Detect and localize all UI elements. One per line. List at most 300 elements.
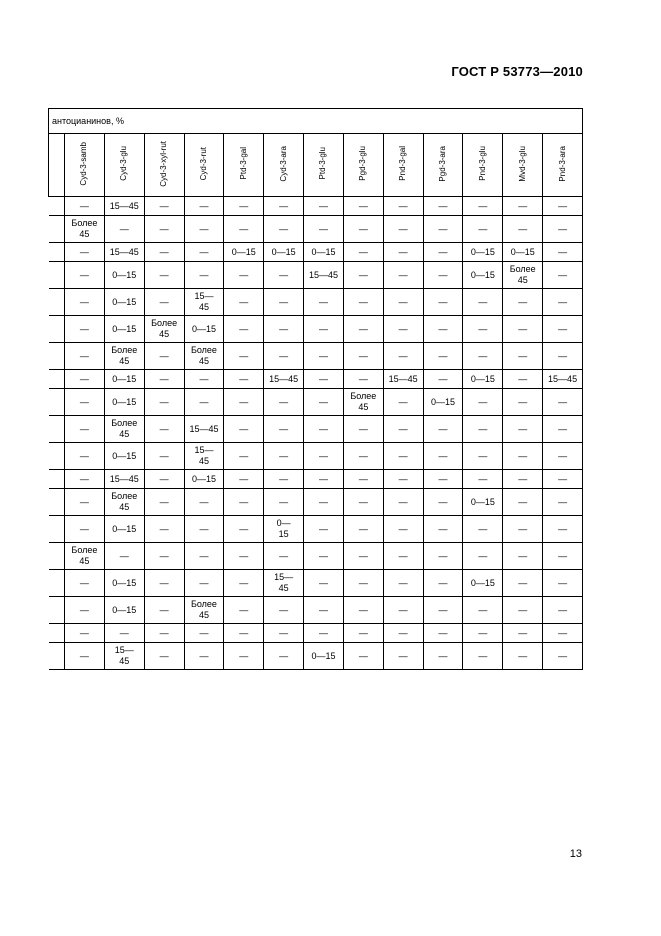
table-cell: — (423, 370, 463, 389)
table-cell: — (65, 389, 105, 416)
table-cell: — (423, 316, 463, 343)
table-body (49, 197, 583, 670)
table-row (49, 316, 583, 343)
column-header (65, 134, 105, 197)
table-cell: — (184, 516, 224, 543)
column-header (343, 134, 383, 197)
table-cell: — (343, 216, 383, 243)
table-cell: — (503, 197, 543, 216)
table-cell: — (264, 343, 304, 370)
table-cell: — (343, 516, 383, 543)
table-cell: 0—15 (104, 262, 144, 289)
table-cell: — (65, 624, 105, 643)
column-header (304, 134, 344, 197)
table-cell: — (304, 624, 344, 643)
table-cell: 0—15 (224, 243, 264, 262)
table-cell: — (543, 197, 583, 216)
table-cell: — (144, 243, 184, 262)
column-header-label: Mvd-3-glu (517, 145, 527, 182)
column-header (423, 134, 463, 197)
table-cell: 0—15 (184, 316, 224, 343)
table-row (49, 443, 583, 470)
table-cell: — (304, 443, 344, 470)
column-header (383, 134, 423, 197)
table-cell: — (503, 543, 543, 570)
table-cell: — (184, 216, 224, 243)
table-cell: — (184, 624, 224, 643)
table-cell: — (264, 489, 304, 516)
table-cell: — (343, 570, 383, 597)
table-cell: — (264, 216, 304, 243)
table-cell: — (503, 370, 543, 389)
table-cell: 0—15 (463, 370, 503, 389)
table-cell: — (264, 443, 304, 470)
row-spacer-cell (49, 643, 65, 670)
table-cell: — (503, 216, 543, 243)
row-spacer-cell (49, 216, 65, 243)
table-cell: — (144, 470, 184, 489)
table-cell: — (343, 243, 383, 262)
row-spacer-cell (49, 597, 65, 624)
table-cell: — (65, 262, 105, 289)
table-cell: — (543, 316, 583, 343)
table-cell: — (264, 416, 304, 443)
column-header-label: Pnd-3-gal (398, 146, 408, 181)
table-cell: — (144, 443, 184, 470)
column-header-label: Pnd-3-ara (557, 145, 567, 182)
table-cell: 0—15 (503, 243, 543, 262)
table-cell: — (423, 289, 463, 316)
table-cell: — (343, 343, 383, 370)
table-cell: — (264, 624, 304, 643)
table-cell: 15—45 (304, 262, 344, 289)
table-cell: — (343, 262, 383, 289)
table-cell: — (503, 570, 543, 597)
table-cell: — (383, 543, 423, 570)
table-cell: 0—15 (104, 443, 144, 470)
table-cell: — (463, 643, 503, 670)
row-spacer-cell (49, 197, 65, 216)
table-cell: — (184, 543, 224, 570)
table-cell: — (543, 624, 583, 643)
table-cell: — (503, 343, 543, 370)
table-row (49, 370, 583, 389)
table-cell: — (144, 489, 184, 516)
table-cell: — (543, 516, 583, 543)
table-cell: — (304, 197, 344, 216)
table-cell: — (264, 643, 304, 670)
table-cell: — (224, 216, 264, 243)
table-cell: Более 45 (184, 597, 224, 624)
table-row (49, 624, 583, 643)
table-cell: 15—45 (383, 370, 423, 389)
table-cell: — (343, 370, 383, 389)
column-header-label: Pgd-3-glu (358, 146, 368, 181)
table-cell: — (224, 489, 264, 516)
table-cell: — (264, 289, 304, 316)
table-cell: — (65, 643, 105, 670)
table-cell: Более 45 (144, 316, 184, 343)
table-cell: — (543, 543, 583, 570)
table-row (49, 570, 583, 597)
table-cell: 0—15 (104, 316, 144, 343)
table-cell: — (65, 197, 105, 216)
table-cell: — (224, 389, 264, 416)
table-cell: — (65, 370, 105, 389)
table-cell: — (463, 389, 503, 416)
table-cell: — (463, 470, 503, 489)
table-cell: — (304, 316, 344, 343)
table-cell: — (543, 597, 583, 624)
table-cell: — (65, 243, 105, 262)
table-cell: — (543, 470, 583, 489)
table-cell: 0—15 (104, 370, 144, 389)
table-row (49, 216, 583, 243)
table-cell: — (463, 416, 503, 443)
row-spacer-cell (49, 243, 65, 262)
table-cell: — (343, 489, 383, 516)
table-cell: — (423, 262, 463, 289)
table-cell: — (423, 489, 463, 516)
table-cell: — (184, 489, 224, 516)
table-cell: 15— 45 (184, 289, 224, 316)
table-cell: — (543, 443, 583, 470)
column-header (543, 134, 583, 197)
column-header-label: Ptd-3-glu (318, 147, 328, 180)
table-cell: — (144, 262, 184, 289)
table-cell: — (383, 416, 423, 443)
table-cell: — (383, 197, 423, 216)
table-cell: — (423, 470, 463, 489)
table-cell: 15—45 (104, 470, 144, 489)
table-row (49, 643, 583, 670)
table-cell: — (65, 289, 105, 316)
row-spacer-cell (49, 443, 65, 470)
table-cell: — (264, 470, 304, 489)
table-cell: — (383, 443, 423, 470)
table-cell: — (144, 416, 184, 443)
column-header-row (49, 134, 583, 197)
table-cell: — (423, 216, 463, 243)
anthocyanin-table-container (48, 108, 583, 670)
table-row (49, 389, 583, 416)
table-cell: 0—15 (463, 570, 503, 597)
row-spacer-cell (49, 543, 65, 570)
table-cell: — (264, 262, 304, 289)
table-cell: — (423, 597, 463, 624)
column-header (184, 134, 224, 197)
table-cell: — (304, 216, 344, 243)
table-cell: — (184, 570, 224, 597)
row-spacer-cell (49, 516, 65, 543)
table-cell: — (224, 516, 264, 543)
table-cell: — (423, 197, 463, 216)
table-cell: — (184, 370, 224, 389)
table-cell: — (423, 443, 463, 470)
table-cell: — (343, 597, 383, 624)
table-row (49, 343, 583, 370)
table-cell: 0—15 (463, 262, 503, 289)
table-cell: — (343, 316, 383, 343)
table-cell: — (503, 643, 543, 670)
table-cell: — (503, 470, 543, 489)
row-spacer-cell (49, 470, 65, 489)
table-cell: — (104, 543, 144, 570)
table-cell: — (463, 443, 503, 470)
table-cell: — (224, 570, 264, 597)
column-header (264, 134, 304, 197)
table-cell: — (423, 543, 463, 570)
column-header-label: Cyd-3-samb (79, 141, 89, 186)
table-cell: 15—45 (543, 370, 583, 389)
table-cell: — (224, 197, 264, 216)
table-row (49, 243, 583, 262)
table-cell: — (184, 243, 224, 262)
table-cell: — (65, 516, 105, 543)
table-cell: — (224, 443, 264, 470)
column-header-label: Cyd-3-glu (119, 146, 129, 181)
table-row (49, 470, 583, 489)
table-cell: — (463, 516, 503, 543)
table-cell: Более 45 (184, 343, 224, 370)
table-cell: — (144, 543, 184, 570)
table-cell: — (224, 543, 264, 570)
table-cell: — (224, 370, 264, 389)
table-cell: — (543, 343, 583, 370)
table-cell: — (264, 597, 304, 624)
table-cell: — (144, 289, 184, 316)
table-cell: — (503, 624, 543, 643)
table-cell: — (144, 370, 184, 389)
row-spacer-cell (49, 343, 65, 370)
table-cell: — (423, 343, 463, 370)
table-cell: — (543, 243, 583, 262)
table-cell: — (383, 216, 423, 243)
table-cell: 15— 45 (184, 443, 224, 470)
table-cell: — (463, 624, 503, 643)
table-cell: — (383, 262, 423, 289)
table-cell: — (144, 343, 184, 370)
table-cell: — (343, 643, 383, 670)
table-cell: — (65, 343, 105, 370)
table-cell: — (65, 416, 105, 443)
table-cell: — (104, 624, 144, 643)
table-cell: — (224, 262, 264, 289)
table-cell: — (144, 197, 184, 216)
table-cell: — (144, 216, 184, 243)
table-cell: 0—15 (463, 489, 503, 516)
column-header-label: Pgd-3-ara (438, 145, 448, 182)
table-cell: — (503, 389, 543, 416)
table-cell: — (383, 597, 423, 624)
table-cell: — (264, 543, 304, 570)
table-cell: — (463, 543, 503, 570)
row-spacer-cell (49, 489, 65, 516)
table-cell: — (383, 516, 423, 543)
table-cell: — (343, 443, 383, 470)
table-cell: — (224, 624, 264, 643)
table-cell: — (423, 624, 463, 643)
table-cell: — (65, 316, 105, 343)
table-cell: — (343, 289, 383, 316)
table-cell: — (65, 470, 105, 489)
table-cell: — (383, 570, 423, 597)
table-cell: — (463, 343, 503, 370)
blank-header-cell (49, 134, 65, 197)
column-header (104, 134, 144, 197)
table-cell: 15—45 (104, 243, 144, 262)
table-cell: 15— 45 (104, 643, 144, 670)
table-cell: — (264, 197, 304, 216)
table-cell: Более 45 (65, 543, 105, 570)
column-header-label: Cyd-3-ara (278, 145, 288, 182)
table-cell: — (65, 570, 105, 597)
table-cell: 0—15 (104, 389, 144, 416)
table-cell: — (343, 624, 383, 643)
table-cell: — (304, 543, 344, 570)
table-cell: — (65, 443, 105, 470)
table-cell: — (304, 470, 344, 489)
table-row (49, 289, 583, 316)
column-header (503, 134, 543, 197)
table-cell: — (144, 570, 184, 597)
table-cell: — (543, 416, 583, 443)
table-cell: — (144, 516, 184, 543)
table-cell: — (383, 316, 423, 343)
table-cell: — (304, 289, 344, 316)
table-cell: — (423, 570, 463, 597)
table-cell: — (543, 570, 583, 597)
table-cell: — (503, 516, 543, 543)
table-cell: — (423, 516, 463, 543)
table-cell: 0—15 (104, 597, 144, 624)
column-header-label: Ptd-3-gal (238, 147, 248, 180)
row-spacer-cell (49, 316, 65, 343)
table-cell: — (224, 343, 264, 370)
table-cell: — (304, 570, 344, 597)
table-cell: — (423, 643, 463, 670)
table-cell: — (104, 216, 144, 243)
table-cell: — (304, 597, 344, 624)
table-cell: — (304, 516, 344, 543)
table-cell: — (343, 197, 383, 216)
table-cell: — (144, 643, 184, 670)
table-cell: 0—15 (104, 516, 144, 543)
table-cell: — (184, 643, 224, 670)
column-header-label: Pnd-3-glu (477, 146, 487, 181)
table-cell: — (184, 262, 224, 289)
column-header (463, 134, 503, 197)
document-standard-header: ГОСТ Р 53773—2010 (451, 64, 583, 79)
table-cell: 0— 15 (264, 516, 304, 543)
column-header (144, 134, 184, 197)
table-cell: 0—15 (423, 389, 463, 416)
table-cell: — (543, 289, 583, 316)
table-cell: — (184, 197, 224, 216)
table-cell: 0—15 (184, 470, 224, 489)
table-cell: — (224, 470, 264, 489)
table-cell: — (304, 343, 344, 370)
table-cell: — (503, 289, 543, 316)
table-cell: — (383, 489, 423, 516)
table-cell: — (224, 316, 264, 343)
table-cell: — (463, 289, 503, 316)
row-spacer-cell (49, 289, 65, 316)
table-cell: — (65, 489, 105, 516)
table-cell: — (423, 416, 463, 443)
row-spacer-cell (49, 624, 65, 643)
row-spacer-cell (49, 262, 65, 289)
table-cell: 15—45 (184, 416, 224, 443)
table-cell: 0—15 (463, 243, 503, 262)
table-cell: 0—15 (304, 643, 344, 670)
table-cell: Более 45 (343, 389, 383, 416)
table-row (49, 197, 583, 216)
table-cell: 0—15 (304, 243, 344, 262)
table-cell: — (503, 316, 543, 343)
table-cell: Более 45 (104, 489, 144, 516)
table-cell: — (503, 443, 543, 470)
table-cell: 15—45 (104, 197, 144, 216)
table-row (49, 516, 583, 543)
table-cell: — (343, 543, 383, 570)
row-spacer-cell (49, 389, 65, 416)
table-cell: 0—15 (104, 570, 144, 597)
table-cell: — (144, 624, 184, 643)
table-cell: — (184, 389, 224, 416)
row-spacer-cell (49, 416, 65, 443)
table-cell: — (304, 389, 344, 416)
table-cell: — (463, 316, 503, 343)
table-row (49, 416, 583, 443)
table-cell: — (65, 597, 105, 624)
table-cell: — (343, 470, 383, 489)
table-cell: — (224, 289, 264, 316)
row-spacer-cell (49, 570, 65, 597)
table-cell: — (224, 416, 264, 443)
table-cell: Более 45 (104, 343, 144, 370)
table-cell: — (144, 389, 184, 416)
table-cell: 0—15 (104, 289, 144, 316)
table-cell: — (543, 216, 583, 243)
table-cell: — (463, 597, 503, 624)
table-cell: — (463, 197, 503, 216)
table-cell: — (264, 316, 304, 343)
anthocyanin-table (48, 108, 583, 670)
table-cell: 15— 45 (264, 570, 304, 597)
table-cell: Более 45 (65, 216, 105, 243)
table-cell: Более 45 (503, 262, 543, 289)
column-header (224, 134, 264, 197)
table-cell: — (383, 389, 423, 416)
table-row (49, 489, 583, 516)
table-cell: — (383, 470, 423, 489)
column-header-label: Cyd-3-rut (198, 146, 208, 181)
table-cell: — (383, 343, 423, 370)
table-cell: — (543, 489, 583, 516)
table-cell: — (383, 243, 423, 262)
table-cell: — (144, 597, 184, 624)
table-row (49, 262, 583, 289)
table-cell: — (304, 370, 344, 389)
table-cell: — (304, 416, 344, 443)
table-cell: — (224, 597, 264, 624)
table-cell: — (543, 389, 583, 416)
table-cell: — (224, 643, 264, 670)
table-caption: антоцианинов, % (49, 109, 583, 134)
table-cell: — (503, 597, 543, 624)
table-cell: — (503, 416, 543, 443)
